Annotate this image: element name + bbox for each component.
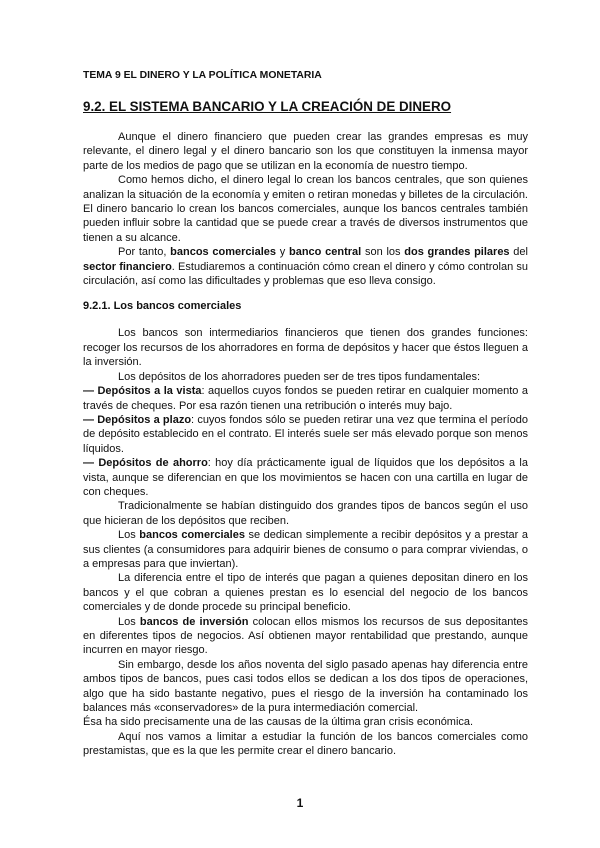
- banks-paragraph-9: Aquí nos vamos a limitar a estudiar la función de los bancos comerciales como prestamistas, que es la que les permite crear el dinero bancario.: [83, 730, 528, 758]
- section-heading: 9.2. EL SISTEMA BANCARIO Y LA CREACIÓN DE DINERO: [83, 99, 452, 114]
- banks-paragraph-3: Tradicionalmente se habían distinguido dos grandes tipos de bancos según el uso que hicieran de los depósitos que reciben.: [83, 500, 528, 527]
- text-run: : cuyos fondos sólo se pueden retirar una vez que termina el período de depósito establecido en el contrato. El interés suele ser más elevado porque son menos líquidos.: [83, 413, 529, 455]
- bold-term: — Depósitos a la vista: [83, 385, 202, 398]
- subsection-heading: 9.2.1. Los bancos comerciales: [83, 300, 242, 313]
- banks-paragraph-4: [83, 528, 528, 571]
- text-run: son los: [361, 246, 405, 259]
- bold-term: bancos comerciales: [170, 246, 276, 259]
- text-run: : hoy día prácticamente igual de líquidos que los depósitos a la vista, aunque se diferencian en que los movimientos se hacen con una cartilla en lugar de con cheques.: [83, 457, 528, 498]
- deposit-type-sight: [83, 384, 528, 413]
- banks-paragraph-8: Ésa ha sido precisamente una de las causas de la última gran crisis económica.: [83, 716, 474, 729]
- banks-paragraph-6: [83, 615, 528, 658]
- text-run: del: [509, 246, 528, 259]
- bold-term: banco central: [289, 246, 362, 259]
- text-run: Los: [118, 615, 140, 628]
- intro-paragraph-1: Aunque el dinero financiero que pueden crear las grandes empresas es muy relevante, el dinero legal y el dinero bancario son los que constituyen la inmensa mayor parte de los medios de pago que se utilizan en la economía de nuestro tiempo.: [83, 131, 528, 172]
- text-run: . Estudiaremos a continuación cómo crean el dinero y cómo controlan su circulación, así como las dificultades y problemas que eso lleva consigo.: [83, 260, 529, 288]
- bold-term: dos grandes pilares: [404, 246, 510, 259]
- text-run: colocan ellos mismos los recursos de sus depositantes en diferentes tipos de negocios. Así obtienen mayor rentabilidad que prestando, aunque incurren en mayor riesgo.: [83, 615, 528, 657]
- text-run: Los: [118, 529, 140, 542]
- document-title: TEMA 9 EL DINERO Y LA POLÍTICA MONETARIA: [83, 70, 322, 81]
- text-run: : aquellos cuyos fondos se pueden retirar en cualquier momento a través de cheques. Por esa razón tienen una retribución o interés muy bajo.: [83, 385, 529, 412]
- page-number: 1: [296, 796, 304, 810]
- text-run: Por tanto,: [118, 246, 171, 259]
- intro-paragraph-3: [83, 245, 528, 288]
- bold-term: sector financiero: [83, 260, 172, 273]
- bold-term: bancos de inversión: [139, 615, 249, 628]
- deposit-type-term: [83, 413, 528, 456]
- intro-paragraph-2: Como hemos dicho, el dinero legal lo crean los bancos centrales, que son quienes analizan la situación de la economía y emiten o retiran monedas y billetes de la circulación. El dinero bancario lo crean los bancos comerciales, aunque los bancos centrales también pueden influir sobre la cantidad que se puede crear a través de diversos instrumentos que tienen a su alcance.: [83, 174, 528, 244]
- banks-paragraph-5: La diferencia entre el tipo de interés que pagan a quienes depositan dinero en los bancos y el que cobran a quienes prestan es lo esencial del negocio de los bancos comerciales y de donde procede su principal beneficio.: [83, 572, 528, 614]
- bold-term: — Depósitos de ahorro: [83, 457, 208, 470]
- banks-paragraph-7: Sin embargo, desde los años noventa del siglo pasado apenas hay diferencia entre ambos tipos de bancos, pues casi todos ellos se dedican a los dos tipos de operaciones, algo que ha sido bastante negativo, pues el riesgo de la inversión ha contaminado los balances más «conservadores» de la pura intermediación comercial.: [83, 658, 528, 715]
- banks-paragraph-2: Los depósitos de los ahorradores pueden ser de tres tipos fundamentales:: [118, 370, 481, 383]
- document-page: [83, 70, 528, 759]
- bold-term: — Depósitos a plazo: [83, 413, 192, 426]
- text-run: y: [276, 246, 289, 259]
- deposit-type-savings: [83, 456, 528, 499]
- bold-term: bancos comerciales: [139, 529, 245, 542]
- banks-paragraph-1: Los bancos son intermediarios financieros que tienen dos grandes funciones: recoger los recursos de los ahorradores en forma de depósitos y hacer que éstos lleguen a la inversión.: [83, 327, 528, 369]
- text-run: se dedican simplemente a recibir depósitos y a prestar a sus clientes (a consumidores para adquirir bienes de consumo o para comprar viviendas, o a empresas para que inviertan).: [83, 529, 528, 570]
